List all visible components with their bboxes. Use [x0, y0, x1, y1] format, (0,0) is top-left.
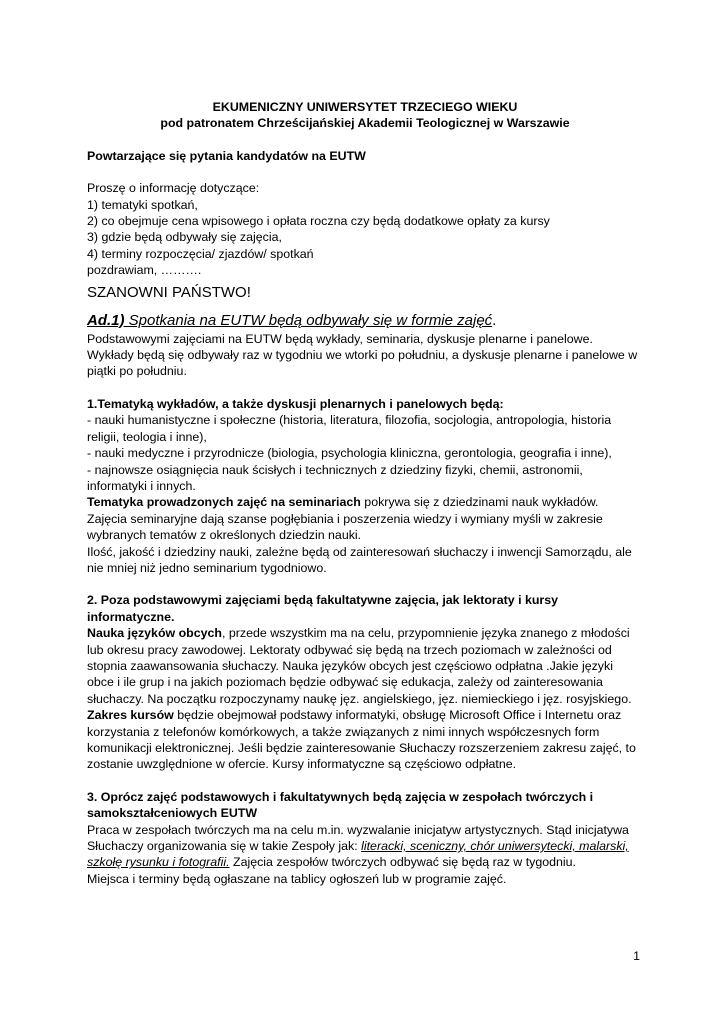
section-3-paragraph-2: Miejsca i terminy będą ogłaszane na tablicy ogłoszeń lub w programie zajęć. [87, 871, 507, 886]
ad1-paragraph-2: Wykłady będą się odbywały raz w tygodniu we wtorki po południu, a dyskusje plenarne i panelowe w piątki po południu. [87, 348, 638, 379]
section-3-paragraph-1 [87, 822, 643, 871]
ad1-heading [87, 311, 643, 331]
languages-bold: Nauka języków obcych [87, 626, 222, 641]
page-number: 1 [633, 949, 640, 963]
seminar-bold: Tematyka prowadzonych zajęć na seminariach [87, 495, 361, 510]
header-subtitle: pod patronatem Chrześcijańskiej Akademii Teologicznej w Warszawie [160, 116, 570, 131]
seminar-paragraph [87, 494, 643, 510]
section-1-paragraph-3: Ilość, jakość i dziedziny nauki, zależne będą od zainteresowań słuchaczy i inwencji Samorządu, ale nie mniej niż jedno seminarium tygodniowo. [87, 544, 632, 575]
request-closing: pozdrawiam, ………. [87, 263, 202, 278]
groups-list: literacki, sceniczny, chór uniwersytecki, malarski, szkołę rysunku i fotografii. [87, 839, 629, 870]
ad1-label: Ad.1) [87, 311, 125, 329]
request-item-1: 1) tematyki spotkań, [87, 197, 198, 212]
ad1-title-end: . [492, 311, 497, 329]
request-intro: Proszę o informację dotyczące: [87, 181, 260, 196]
section-1-paragraph-2: Zajęcia seminaryjne dają szanse pogłębiania i poszerzenia wiedzy i wymiany myśli w zakresie wybranych tematów z określonych dziedzin nauki. [87, 511, 603, 543]
header-title: EKUMENICZNY UNIWERSYTET TRZECIEGO WIEKU [212, 100, 518, 114]
page-content [87, 99, 643, 887]
courses-rest: będzie obejmował podstawy informatyki, obsługę Microsoft Office i Internetu oraz korzystania z telefonów komórkowych, a także związanych z nimi innych współczesnych form komunikacji elektronicznej. Jeśli będzie zainteresowanie Słuchaczy rozszerzeniem zakresu zajęć, to zostanie uwzględnione w ofercie. Kursy informatyczne są częściowo odpłatne. [87, 708, 636, 772]
section-1-heading: 1.Tematyką wykładów, a także dyskusji plenarnych i panelowych będą: [87, 396, 504, 411]
section-1-item: - nauki humanistyczne i społeczne (historia, literatura, filozofia, socjologia, antropologia, historia religii, teologia i inne), [87, 413, 612, 444]
request-item-4: 4) terminy rozpoczęcia/ zjazdów/ spotkań [87, 246, 314, 261]
section-1-item: - najnowsze osiągnięcia nauk ścisłych i technicznych z dziedziny fizyki, chemii, astronomii, informatyki i innych. [87, 462, 583, 493]
languages-rest: , przede wszystkim ma na celu, przypomnienie języka znanego z młodości lub okresu pracy zawodowej. Lektoraty odbywać się będą na trzech poziomach w zależności od stopnia zaawansowania słuchaczy. Nauka języków obcych jest częściowo odpłatna .Jakie języki obce i ile grup i na jakich poziomach będzie odbywać się edukacja, zależy od zainteresowania słuchaczy. Na początku rozpoczynamy naukę jęz. angielskiego, jęz. niemieckiego i jęz. rosyjskiego. [87, 626, 632, 706]
request-item-2: 2) co obejmuje cena wpisowego i opłata roczna czy będą dodatkowe opłaty za kursy [87, 214, 550, 229]
section-3-text-end: Zajęcia zespołów twórczych odbywać się będą raz w tygodniu. [229, 855, 576, 870]
ad1-paragraph-1: Podstawowymi zajęciami na EUTW będą wykłady, seminaria, dyskusje plenarne i panelowe. [87, 331, 593, 346]
section-2-heading: 2. Poza podstawowymi zajęciami będą fakultatywne zajęcia, jak lektoraty i kursy informatyczne. [87, 593, 559, 624]
faq-title: Powtarzające się pytania kandydatów na EUTW [87, 148, 366, 163]
languages-paragraph [87, 625, 643, 707]
ad1-title: Spotkania na EUTW będą odbywały się w formie zajęć [124, 311, 493, 329]
section-3-heading: 3. Oprócz zajęć podstawowych i fakultatywnych będą zajęcia w zespołach twórczych i samokształceniowych EUTW [87, 789, 594, 821]
courses-bold: Zakres kursów [87, 708, 174, 723]
courses-paragraph [87, 707, 643, 773]
seminar-rest: pokrywa się z dziedzinami nauk wykładów. [360, 495, 599, 510]
request-item-3: 3) gdzie będą odbywały się zajęcia, [87, 230, 282, 245]
section-3-text: Praca w zespołach twórczych ma na celu m.in. wyzwalanie inicjatyw artystycznych. Stąd inicjatywa Słuchaczy organizowania się w takie Zespoły jak: [87, 822, 629, 854]
section-1-item: - nauki medyczne i przyrodnicze (biologia, psychologia kliniczna, gerontologia, geografia i inne), [87, 446, 612, 461]
greeting: SZANOWNI PAŃSTWO! [87, 283, 251, 301]
